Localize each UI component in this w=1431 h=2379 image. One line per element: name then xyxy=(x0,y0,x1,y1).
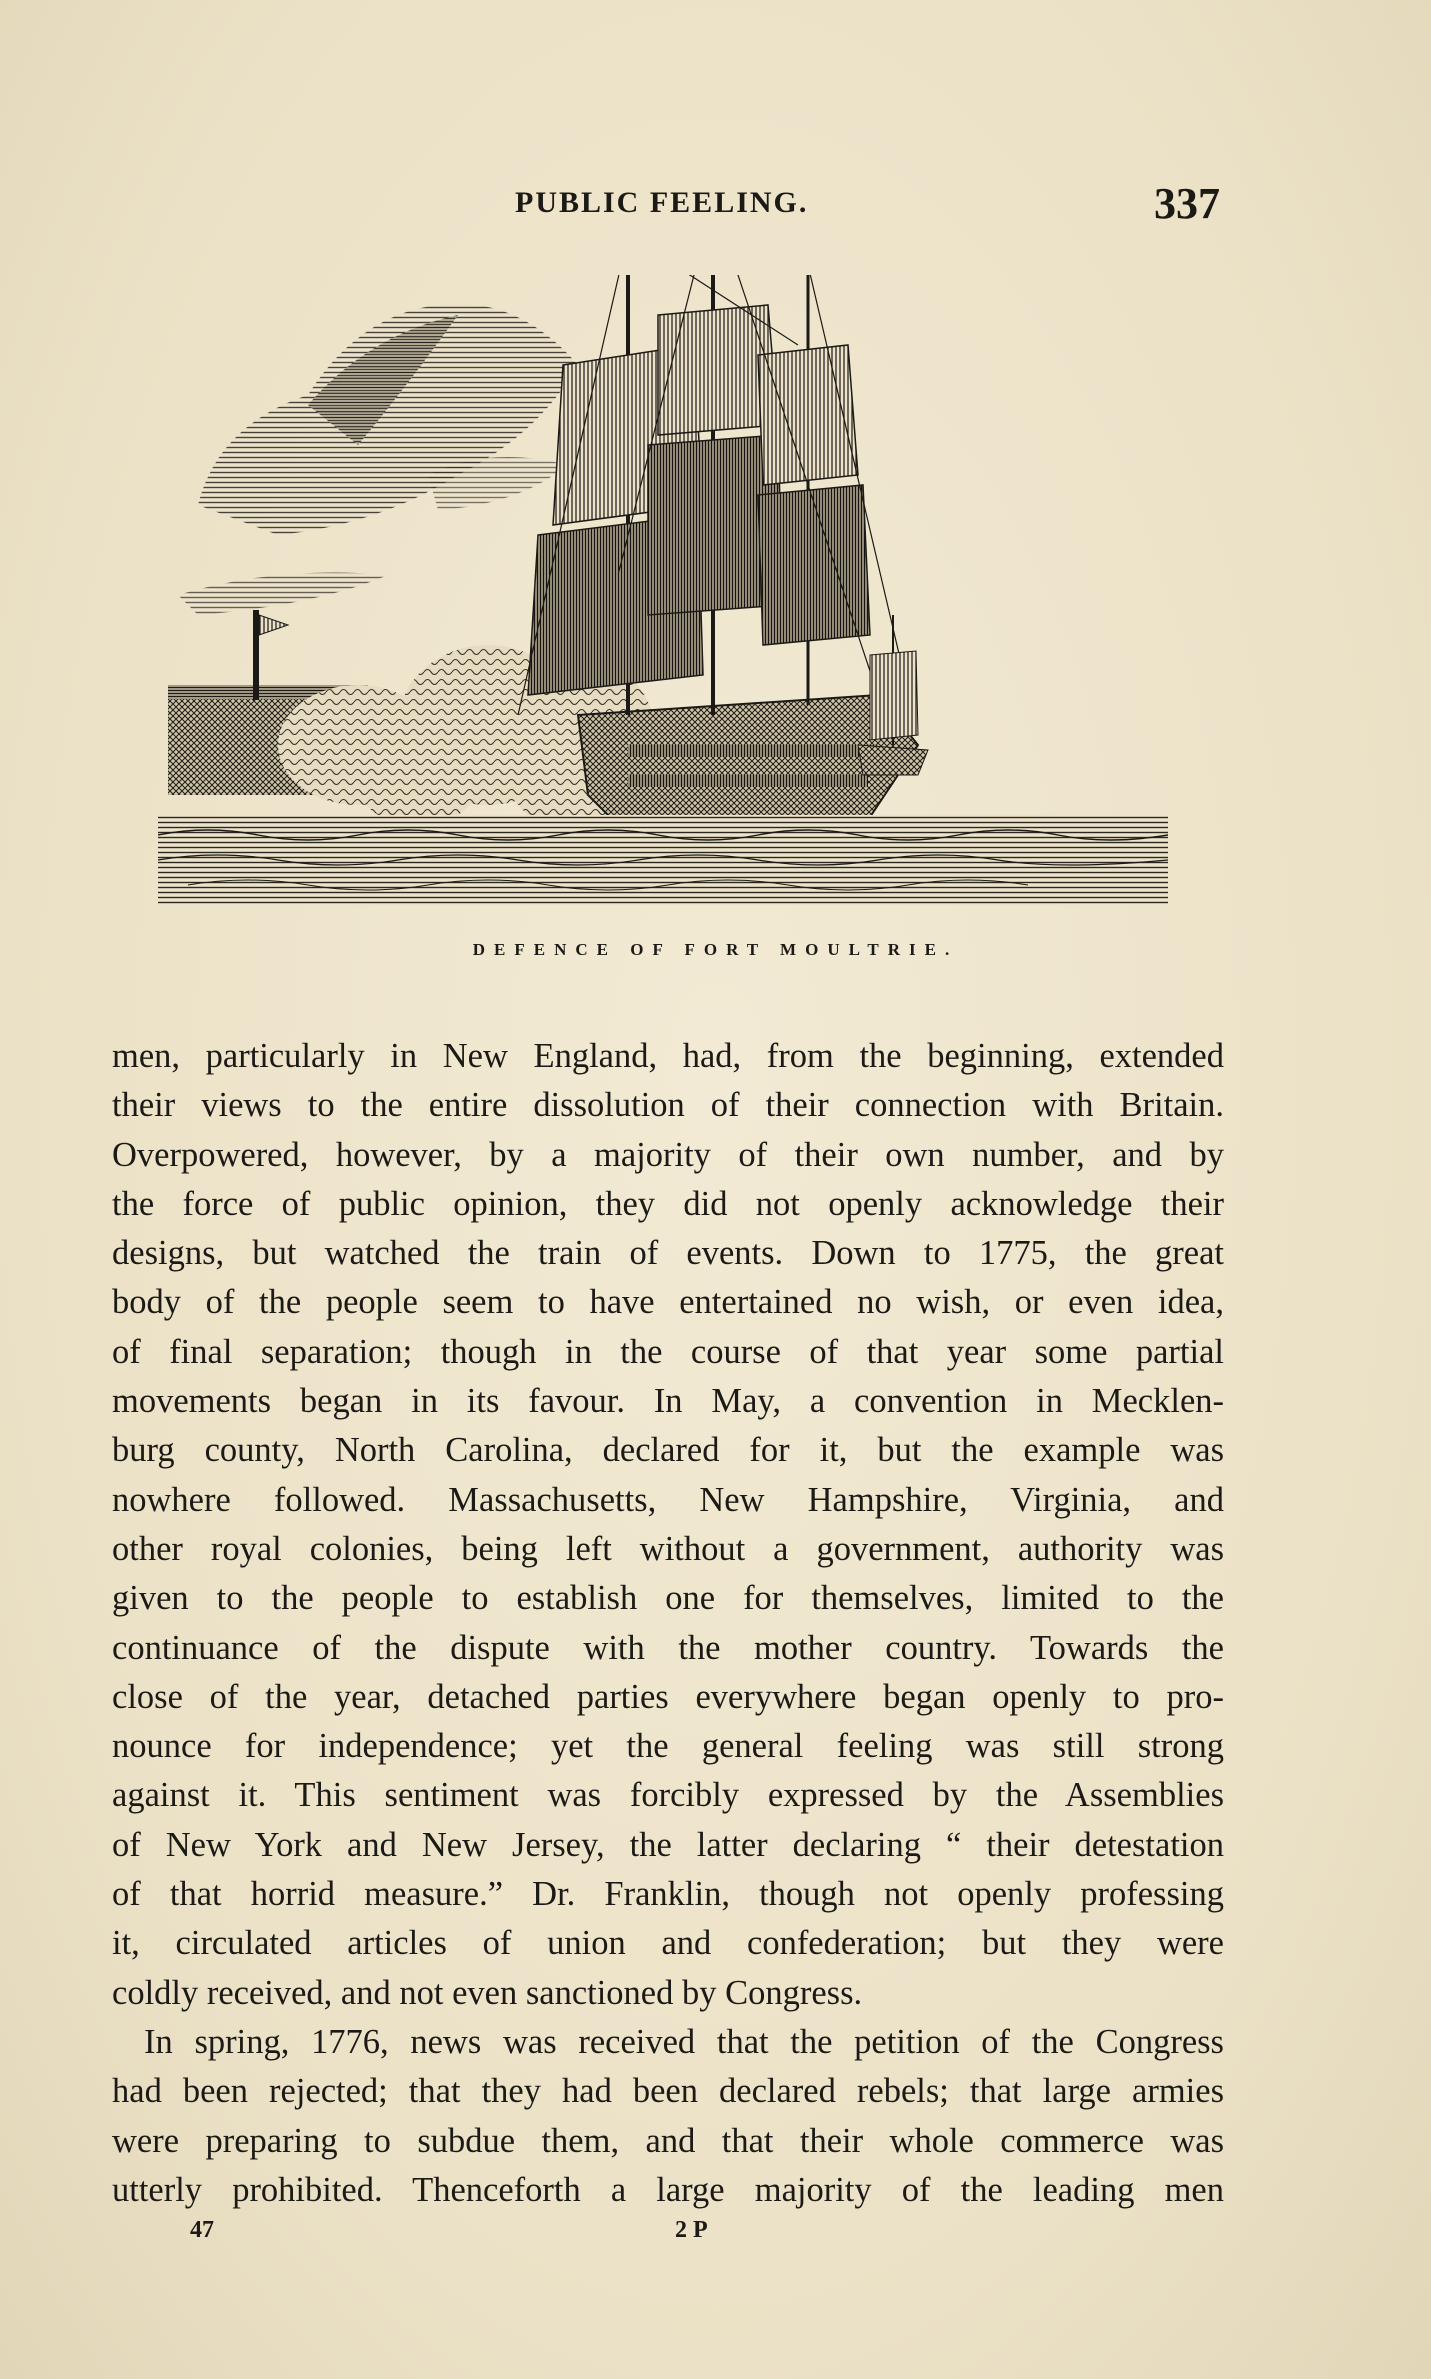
cloud-hatching xyxy=(178,304,578,615)
text-line: given to the people to establish one for themselves, limited to the xyxy=(112,1579,1224,1618)
text-line: of that horrid measure.” Dr. Franklin, though not openly professing xyxy=(112,1875,1224,1914)
body-text xyxy=(112,1032,1224,2215)
text-line: men, particularly in New England, had, from the beginning, extended xyxy=(112,1037,1224,1075)
illustration-caption: DEFENCE OF FORT MOULTRIE. xyxy=(472,940,959,959)
text-line: designs, but watched the train of events. Down to 1775, the great xyxy=(112,1234,1224,1273)
text-line: against it. This sentiment was forcibly expressed by the Assemblies xyxy=(112,1776,1224,1815)
text-line: body of the people seem to have entertained no wish, or even idea, xyxy=(112,1283,1224,1322)
text-line: nowhere followed. Massachusetts, New Hampshire, Virginia, and xyxy=(112,1480,1224,1519)
text-line: the force of public opinion, they did not openly acknowledge their xyxy=(112,1184,1224,1223)
signature-left: 47 xyxy=(190,2217,214,2243)
text-line: other royal colonies, being left without a government, authority was xyxy=(112,1529,1224,1568)
text-line: were preparing to subdue them, and that their whole commerce was xyxy=(112,2121,1224,2160)
text-line: close of the year, detached parties everywhere began openly to pro- xyxy=(112,1677,1224,1716)
text-line: Overpowered, however, by a majority of their own number, and by xyxy=(112,1135,1224,1174)
signature-right: 2 P xyxy=(675,2217,708,2243)
text-line: their views to the entire dissolution of their connection with Britain. xyxy=(112,1086,1224,1125)
text-line: nounce for independence; yet the general feeling was still strong xyxy=(112,1727,1224,1766)
text-line: had been rejected; that they had been declared rebels; that large armies xyxy=(112,2072,1224,2111)
page-header xyxy=(110,178,1220,238)
text-line: continuance of the dispute with the mother country. Towards the xyxy=(112,1628,1224,1667)
engraving-illustration xyxy=(158,275,1168,915)
sea-waves xyxy=(158,815,1168,905)
text-line: of New York and New Jersey, the latter declaring “ their detestation xyxy=(112,1825,1224,1864)
text-line: coldly received, and not even sanctioned by Congress. xyxy=(112,1973,863,2012)
page-number: 337 xyxy=(1154,179,1220,228)
text-line: utterly prohibited. Thenceforth a large majority of the leading men xyxy=(112,2170,1224,2209)
text-line: it, circulated articles of union and confederation; but they were xyxy=(112,1924,1224,1963)
text-line: of final separation; though in the course of that year some partial xyxy=(112,1332,1224,1371)
text-line: In spring, 1776, news was received that the petition of the Congress xyxy=(144,2022,1224,2061)
running-head: PUBLIC FEELING. xyxy=(515,186,809,219)
text-line: movements began in its favour. In May, a convention in Mecklen- xyxy=(112,1382,1224,1421)
signature-marks xyxy=(190,2217,750,2253)
text-line: burg county, North Carolina, declared for it, but the example was xyxy=(112,1431,1224,1470)
